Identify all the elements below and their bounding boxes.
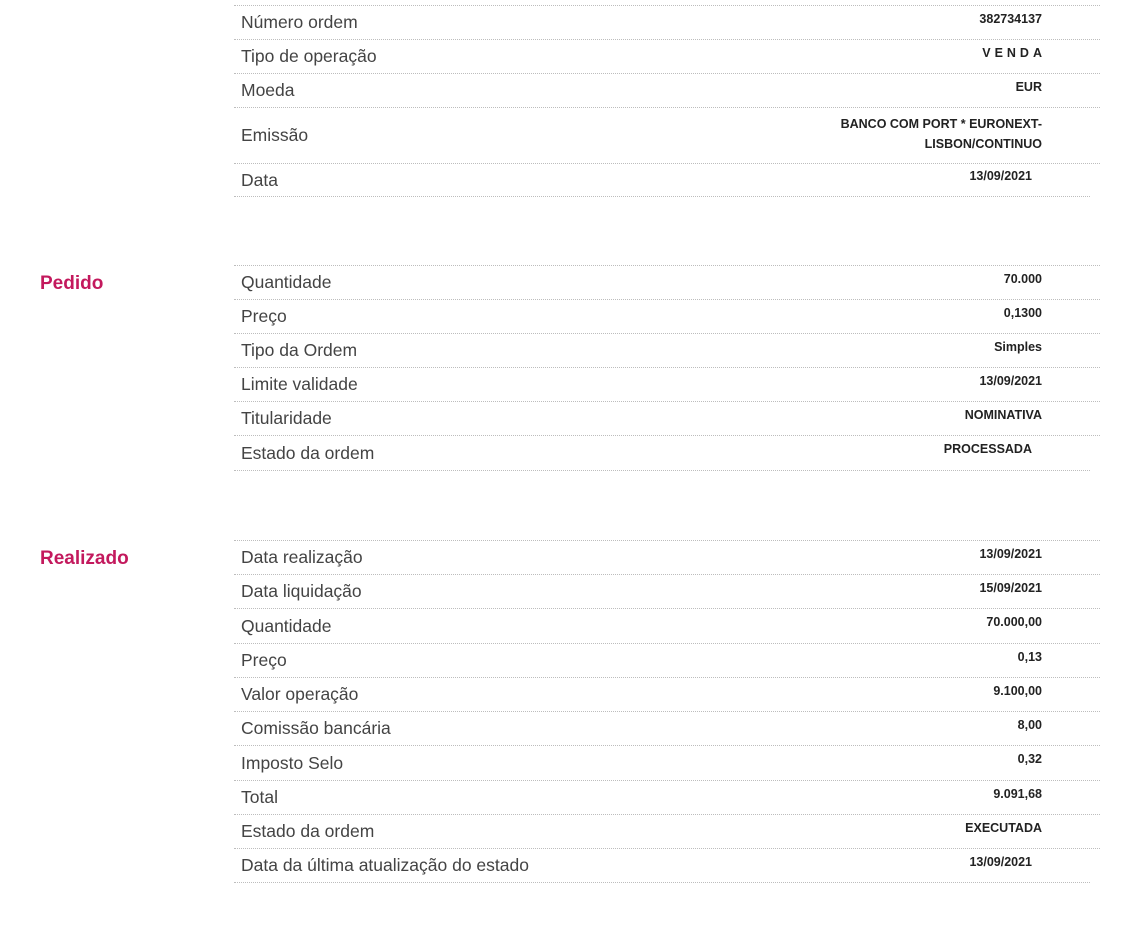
row-label: Quantidade: [241, 272, 332, 292]
row-emissao: [234, 108, 1100, 164]
row-data-liquidacao: [234, 575, 1100, 609]
row-quantidade: [234, 266, 1100, 300]
row-label: Data liquidação: [241, 581, 362, 601]
row-value: 15/09/2021: [979, 580, 1042, 595]
row-preco: [234, 300, 1100, 334]
row-label: Limite validade: [241, 374, 358, 394]
row-value: 13/09/2021: [979, 546, 1042, 561]
row-value: 8,00: [1017, 717, 1042, 732]
row-value: BANCO COM PORT * EURONEXT-LISBON/CONTINUO: [840, 116, 1042, 151]
row-label: Emissão: [241, 125, 309, 145]
row-label: Tipo de operação: [241, 46, 377, 66]
row-value: 13/09/2021: [979, 373, 1042, 388]
row-value: EUR: [1015, 79, 1042, 94]
row-value: PROCESSADA: [943, 442, 1032, 456]
row-label: Data realização: [241, 547, 363, 567]
row-comissao-bancaria: [234, 712, 1100, 746]
row-tipo-ordem: [234, 334, 1100, 368]
row-imposto-selo: [234, 746, 1100, 781]
row-value: NOMINATIVA: [964, 407, 1042, 422]
row-moeda: [234, 74, 1100, 108]
row-value: 382734137: [979, 11, 1042, 26]
row-value: 9.091,68: [993, 786, 1042, 801]
row-tipo-operacao: [234, 40, 1100, 74]
row-label: Estado da ordem: [241, 442, 375, 463]
section-heading-realizado: Realizado: [40, 548, 129, 569]
row-label: Número ordem: [241, 12, 358, 32]
row-estado-ordem: [234, 436, 1090, 471]
row-preco: [234, 644, 1100, 678]
row-estado-ordem: [234, 815, 1100, 849]
row-label: Moeda: [241, 80, 295, 100]
row-value: EXECUTADA: [965, 820, 1042, 835]
row-label: Data da última atualização do estado: [241, 855, 529, 875]
section-heading-pedido: Pedido: [40, 273, 104, 294]
row-value: VENDA: [982, 45, 1046, 60]
row-label: Imposto Selo: [241, 752, 344, 773]
row-titularidade: [234, 402, 1100, 436]
order-info-table: [234, 5, 1100, 197]
row-label: Estado da ordem: [241, 821, 375, 841]
row-value: Simples: [994, 339, 1042, 354]
row-label: Valor operação: [241, 684, 359, 704]
row-value: 0,1300: [1003, 305, 1042, 320]
row-label: Data: [241, 169, 278, 190]
row-label: Tipo da Ordem: [241, 340, 358, 360]
pedido-table: [234, 265, 1100, 471]
row-label: Preço: [241, 650, 287, 670]
row-value: 0,32: [1017, 752, 1042, 766]
row-label: Quantidade: [241, 615, 332, 636]
row-value: 70.000: [1003, 271, 1042, 286]
row-label: Preço: [241, 306, 287, 326]
row-total: [234, 781, 1100, 815]
row-value: 13/09/2021: [969, 169, 1032, 183]
row-value: 70.000,00: [986, 615, 1042, 629]
row-label: Total: [241, 787, 278, 807]
row-limite-validade: [234, 368, 1100, 402]
row-numero-ordem: [234, 6, 1100, 40]
row-value: 9.100,00: [993, 683, 1042, 698]
row-valor-operacao: [234, 678, 1100, 712]
row-data-ultima-atualizacao: [234, 849, 1090, 883]
row-data-realizacao: [234, 541, 1100, 575]
row-value: 0,13: [1017, 649, 1042, 664]
row-value: 13/09/2021: [969, 854, 1032, 869]
row-quantidade: [234, 609, 1100, 644]
row-label: Comissão bancária: [241, 718, 391, 738]
row-data: [234, 164, 1090, 197]
row-label: Titularidade: [241, 408, 332, 428]
realizado-table: [234, 540, 1100, 883]
